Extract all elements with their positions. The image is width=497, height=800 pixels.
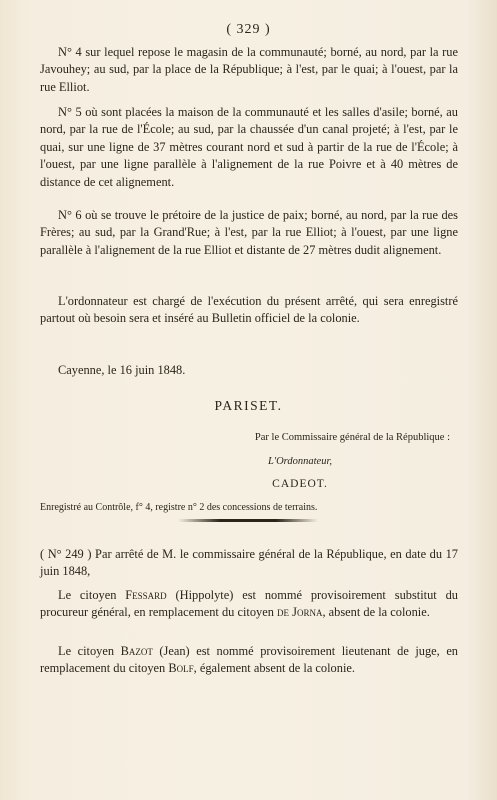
place-date: Cayenne, le 16 juin 1848. (58, 363, 186, 377)
paragraph-lot-5: N° 5 où sont placées la maison de la communauté et les salles d'asile; borné, au nord, par la rue de l'École; au sud, par la chaussée d'un canal projeté; à l'est, par le quai, sur une ligne de 37 mètres courant nord et sud à partir de la rue de l'École; à l'ouest, par une ligne parallèle à l'alignement de la rue Poivre et à 40 mètres de distance de cet alignement. (40, 105, 458, 189)
arrete-number: ( N° 249 ) (40, 547, 92, 561)
arrete-intro: Par arrêté de M. le commissaire général de la République, en date du 17 juin 1848, (40, 547, 458, 579)
name-fessard: Fessard (125, 588, 167, 602)
commissioner-line: Par le Commissaire général de la République : (254, 432, 450, 443)
paragraph-lot-6: N° 6 où se trouve le prétoire de la justice de paix; borné, au nord, par la rue des Frères; au sud, par la Grand'Rue; à l'est, par la rue Elliot; à l'ouest, par une ligne parallèle à l'alignement de la rue Elliot et distante de 27 mètres dudit alignement. (40, 208, 458, 257)
name-bazot: Bazot (120, 644, 153, 658)
page-number: ( 329 ) (226, 22, 271, 37)
countersignatory-name: CADEOT. (272, 478, 328, 490)
registration-note: Enregistré au Contrôle, f° 4, registre n° 2 des concessions de terrains. (40, 502, 318, 513)
paragraph-lot-4: N° 4 sur lequel repose le magasin de la communauté; borné, au nord, par la rue Javouhey; au sud, par la place de la République; à l'est, par le quai; à l'ouest, par la rue Elliot. (40, 45, 458, 94)
paragraph-fessard: Le citoyen Fessard (Hippolyte) est nommé provisoirement substitut du procureur général, en remplacement du citoyen de Jorna, absent de la colonie. (40, 588, 458, 620)
name-bolf: Bolf (168, 661, 194, 676)
arrete-249-header (40, 546, 458, 581)
name-de-jorna: de Jorna (277, 605, 323, 620)
paragraph-ordonnateur: L'ordonnateur est chargé de l'exécution du présent arrêté, qui sera enregistré partout où besoin sera et inséré au Bulletin officiel de la colonie. (40, 294, 458, 326)
section-divider (178, 519, 318, 522)
ordonnateur-title: L'Ordonnateur, (268, 456, 332, 467)
signatory-name: PARISET. (214, 398, 283, 413)
paragraph-bazot: Le citoyen Bazot (Jean) est nommé provisoirement lieutenant de juge, en remplacement du citoyen Bolf, également absent de la colonie. (40, 644, 459, 676)
